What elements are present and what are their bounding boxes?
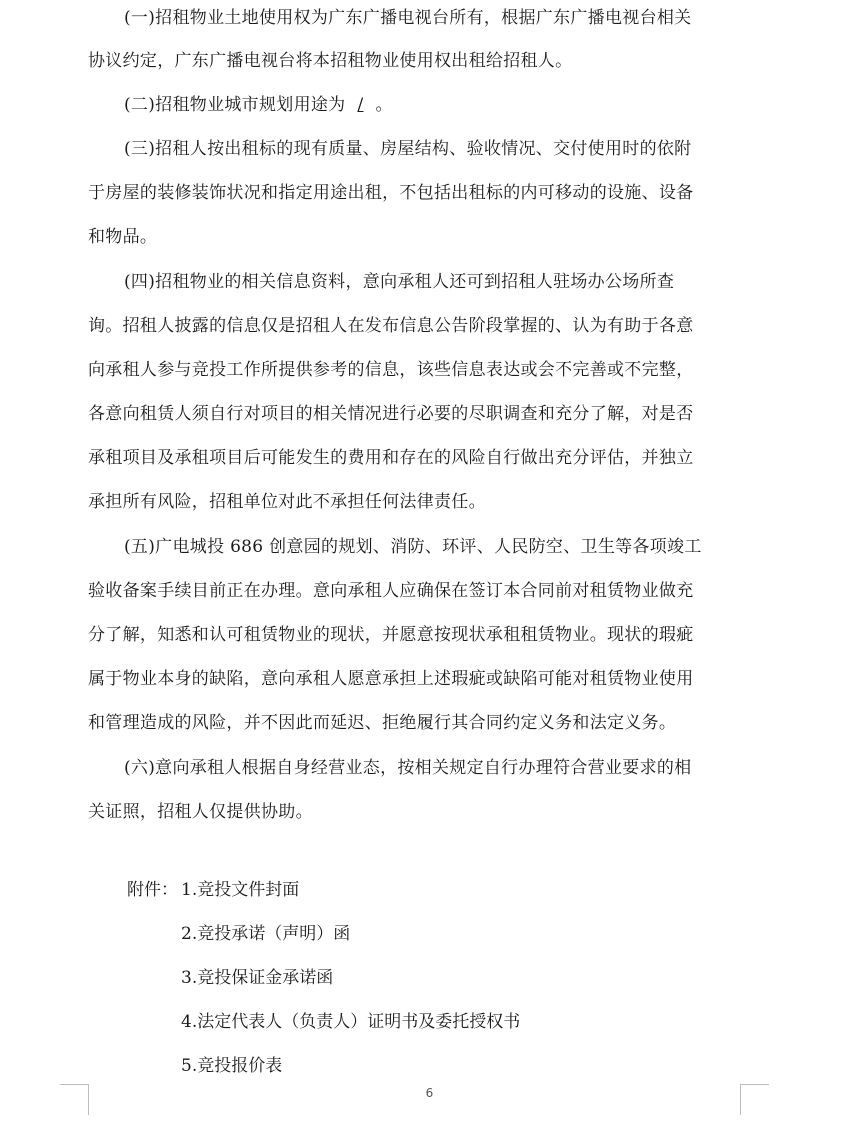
- paragraph-4-line-5: 承租项目及承租项目后可能发生的费用和存在的风险自行做出充分评估，并独立: [88, 448, 694, 468]
- paragraph-4-line-3: 向承租人参与竞投工作所提供参考的信息，该些信息表达或会不完善或不完整，: [88, 360, 694, 380]
- attachment-item-1: 1.竞投文件封面: [181, 880, 300, 900]
- paragraph-2-planning-use-value: /: [357, 95, 364, 115]
- paragraph-3-line-2: 于房屋的装修装饰状况和指定用途出租，不包括出租标的内可移动的设施、设备: [88, 183, 694, 203]
- paragraph-6-line-2: 关证照，招租人仅提供协助。: [88, 802, 313, 822]
- paragraph-2-suffix: 。: [375, 95, 393, 115]
- paragraph-4-line-1: (四)招租物业的相关信息资料，意向承租人还可到招租人驻场办公场所查: [124, 272, 675, 292]
- paragraph-2-prefix: (二)招租物业城市规划用途为: [124, 95, 346, 115]
- attachment-item-3: 3.竞投保证金承诺函: [181, 968, 334, 988]
- paragraph-5-line-4: 属于物业本身的缺陷，意向承租人愿意承担上述瑕疵或缺陷可能对租赁物业使用: [88, 669, 694, 689]
- paragraph-1-line-2: 协议约定，广东广播电视台将本招租物业使用权出租给招租人。: [88, 51, 573, 71]
- paragraph-4-line-2: 询。招租人披露的信息仅是招租人在发布信息公告阶段掌握的、认为有助于各意: [88, 316, 694, 336]
- attachment-item-5: 5.竞投报价表: [181, 1056, 283, 1076]
- paragraph-3-line-3: 和物品。: [88, 227, 158, 247]
- page-number: 6: [425, 1086, 434, 1100]
- paragraph-3-line-1: (三)招租人按出租标的现有质量、房屋结构、验收情况、交付使用时的依附: [124, 139, 692, 159]
- paragraph-5-line-1: (五)广电城投 686 创意园的规划、消防、环评、人民防空、卫生等各项竣工: [124, 537, 702, 557]
- attachment-item-2: 2.竞投承诺（声明）函: [181, 924, 351, 944]
- paragraph-2: [124, 93, 748, 117]
- paragraph-4-line-4: 各意向租赁人须自行对项目的相关情况进行必要的尽职调查和充分了解，对是否: [88, 404, 694, 424]
- paragraph-5-line-5: 和管理造成的风险，并不因此而延迟、拒绝履行其合同约定义务和法定义务。: [88, 713, 677, 733]
- paragraph-5-line-2: 验收备案手续目前正在办理。意向承租人应确保在签订本合同前对租赁物业做充: [88, 581, 694, 601]
- attachments-label: 附件：: [127, 880, 178, 900]
- paragraph-6-line-1: (六)意向承租人根据自身经营业态，按相关规定自行办理符合营业要求的相: [124, 758, 692, 778]
- paragraph-4-line-6: 承担所有风险，招租单位对此不承担任何法律责任。: [88, 492, 486, 512]
- paragraph-5-line-3: 分了解，知悉和认可租赁物业的现状，并愿意按现状承租租赁物业。现状的瑕疵: [88, 625, 694, 645]
- attachment-item-4: 4.法定代表人（负责人）证明书及委托授权书: [181, 1012, 521, 1032]
- paragraph-1-line-1: (一)招租物业土地使用权为广东广播电视台所有，根据广东广播电视台相关: [124, 8, 692, 28]
